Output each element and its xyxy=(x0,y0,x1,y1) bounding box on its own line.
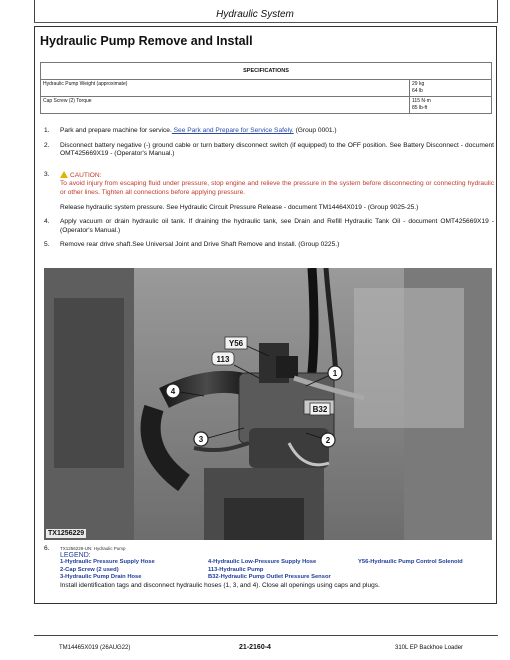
legend-title: LEGEND: xyxy=(60,552,91,560)
specifications-table xyxy=(40,62,492,114)
step-1 xyxy=(44,127,494,136)
spec-label: Cap Screw (2) Torque xyxy=(41,97,410,114)
spec-value-imperial: 64 lb xyxy=(412,88,423,94)
spec-value-metric: 115 N·m xyxy=(412,98,431,104)
spec-value xyxy=(410,97,492,114)
header-divider xyxy=(34,22,498,23)
callout-3-label: 3 xyxy=(198,435,204,444)
pump-photo-illustration xyxy=(44,268,492,540)
legend-item: 4-Hydraulic Low-Pressure Supply Hose xyxy=(208,559,317,566)
step-5 xyxy=(44,241,494,250)
legend-item: 1-Hydraulic Pressure Supply Hose xyxy=(60,559,155,566)
page-header-title: Hydraulic System xyxy=(216,9,294,20)
legend-item: 2-Cap Screw (2 used) xyxy=(60,566,119,573)
specifications-heading: SPECIFICATIONS xyxy=(41,63,492,80)
legend-item: 3-Hydraulic Pump Drain Hose xyxy=(60,573,142,580)
legend-item: 113-Hydraulic Pump xyxy=(208,566,264,573)
spec-value-imperial: 85 lb-ft xyxy=(412,105,428,111)
install-instruction: Install identification tags and disconnect hydraulic hoses (1, 3, and 4). Close all openings using caps and plugs. xyxy=(60,582,380,590)
legend-item xyxy=(358,574,508,581)
spec-value xyxy=(410,80,492,97)
caution-icon xyxy=(60,171,68,178)
step-2 xyxy=(44,142,494,159)
caution-text: To avoid injury from escaping fluid under pressure, stop engine and relieve the pressure in the system before disconnecting or connecting hydraulic or other lines. Tighten all connections before applying pressure. xyxy=(60,180,494,196)
figure-id: TX1256229 xyxy=(48,530,85,537)
spec-value-metric: 29 kg xyxy=(412,81,425,87)
step-6-content xyxy=(44,545,494,589)
footer-machine-name: 310L EP Backhoe Loader xyxy=(395,645,464,651)
step-4 xyxy=(44,218,494,235)
callout-113-label: 113 xyxy=(216,355,230,364)
step-number: 6. xyxy=(44,545,50,552)
step-number: 1. xyxy=(44,127,50,134)
callout-4-label: 4 xyxy=(170,387,176,396)
table-row xyxy=(41,80,492,97)
step-text: Apply vacuum or drain hydraulic oil tank. If draining the hydraulic tank, see Drain and Refill Hydraulic Tank Oil - document OMT425669X19 - (Operator's Manual.) xyxy=(60,218,494,234)
step-3 xyxy=(44,171,494,198)
step-6 xyxy=(44,545,494,589)
step-3-release: Release hydraulic system pressure. See Hydraulic Circuit Pressure Release - document TM14464X019 - (Group 9025-25.) xyxy=(60,203,419,211)
legend-item: Y56-Hydraulic Pump Control Solenoid xyxy=(358,559,463,566)
hydraulic-pump-photo xyxy=(44,268,492,540)
step-number: 4. xyxy=(44,218,50,226)
footer-page-number: 21-2160-4 xyxy=(239,644,271,651)
step-text-tail: (Group 0001.) xyxy=(293,127,337,134)
figure-caption: TX1256229-UN: Hydraulic Pump xyxy=(60,546,126,551)
callout-2-label: 2 xyxy=(325,436,331,445)
section-title: Hydraulic Pump Remove and Install xyxy=(40,34,253,48)
caution-heading: CAUTION: xyxy=(70,171,102,179)
step-text: Disconnect battery negative (-) ground cable or turn battery disconnect switch (if equipped) to the OFF position. See Battery Disconnect - document OMT425669X19 - (Operator's Manual.) xyxy=(60,141,494,158)
footer-document-id: TM14465X019 (26AUG22) xyxy=(59,645,131,651)
step-text: Remove rear drive shaft.See Universal Joint and Drive Shaft Remove and Install. (Group 0225.) xyxy=(60,241,340,249)
footer-divider xyxy=(34,635,498,636)
step-number: 3. xyxy=(44,170,50,178)
step-text: Park and prepare machine for service. xyxy=(60,127,172,134)
callout-y56-label: Y56 xyxy=(228,339,244,348)
step-number: 5. xyxy=(44,241,50,249)
callout-1-label: 1 xyxy=(332,369,338,378)
legend-item xyxy=(358,567,508,574)
step-number: 2. xyxy=(44,141,50,149)
procedure-steps xyxy=(44,127,494,256)
legend-grid xyxy=(60,559,494,581)
legend-item: B32-Hydraulic Pump Outlet Pressure Sensor xyxy=(208,573,331,580)
park-prepare-link[interactable]: See Park and Prepare for Service Safely. xyxy=(171,127,294,134)
callout-b32-label: B32 xyxy=(312,405,328,414)
table-row xyxy=(41,97,492,114)
spec-label: Hydraulic Pump Weight (approximate) xyxy=(41,80,410,97)
